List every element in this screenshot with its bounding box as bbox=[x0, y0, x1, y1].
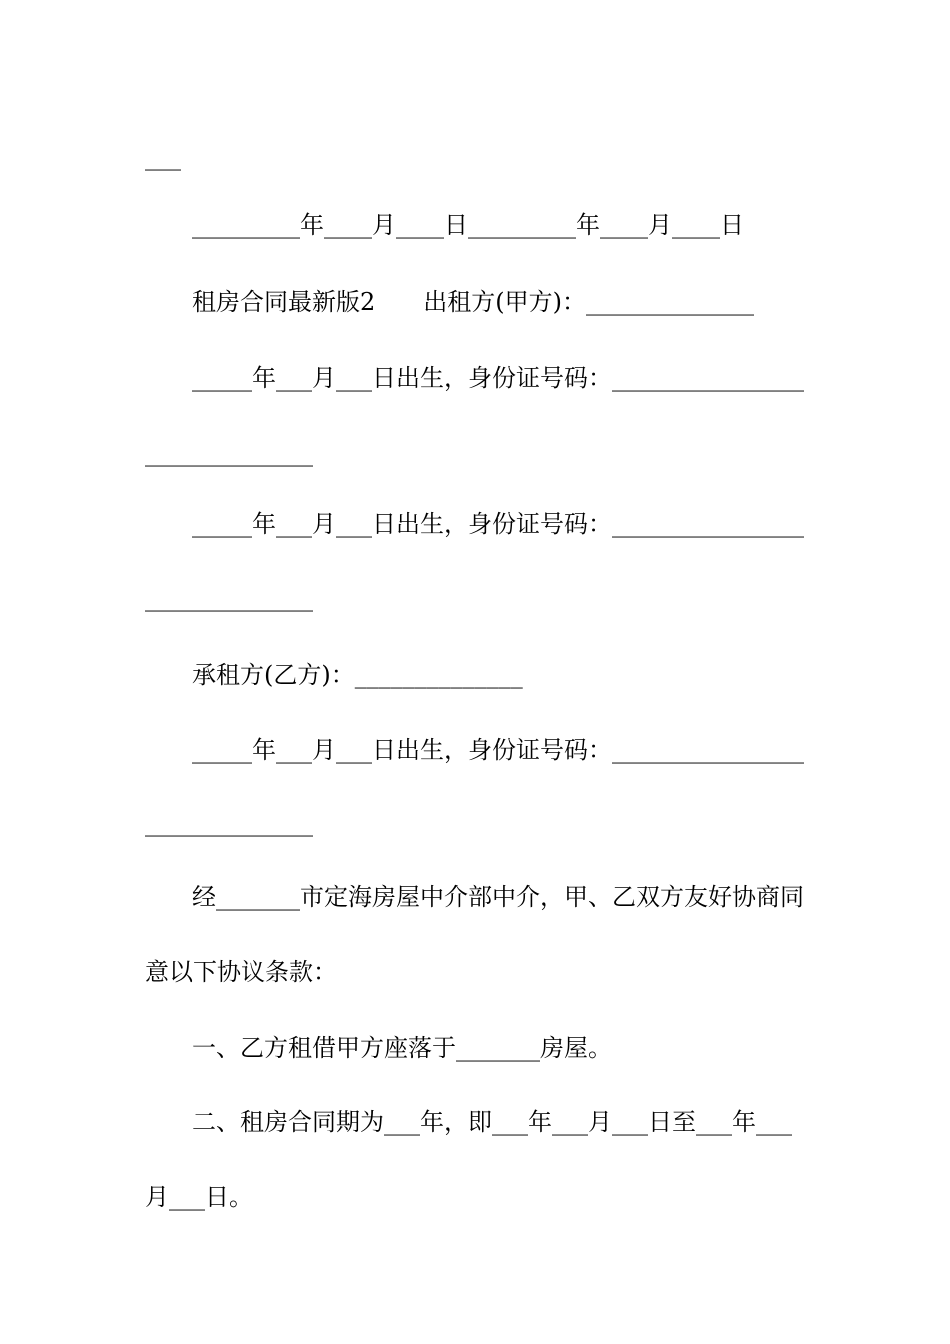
text-line-2: _________年____月____日_________年____月____日 bbox=[192, 211, 744, 239]
text-line-8: 承租方(乙方)：______________ bbox=[192, 661, 523, 689]
text-line-14: 二、租房合同期为___年，即___年___月___日至___年___ bbox=[192, 1108, 792, 1136]
text-line-11: 经_______市定海房屋中介部中介，甲、乙双方友好协商同 bbox=[192, 883, 804, 911]
text-line-15: 月___日。 bbox=[145, 1183, 253, 1211]
text-line-9: _____年___月___日出生，身份证号码：________________ bbox=[192, 736, 804, 764]
text-line-3: 租房合同最新版2 出租方(甲方)：______________ bbox=[192, 288, 754, 316]
text-line-12: 意以下协议条款： bbox=[145, 958, 337, 986]
text-line-6: _____年___月___日出生，身份证号码：________________ bbox=[192, 510, 804, 538]
text-line-10: ______________ bbox=[145, 809, 313, 837]
text-line-4: _____年___月___日出生，身份证号码：________________ bbox=[192, 364, 804, 392]
text-line-1: ___ bbox=[145, 143, 181, 171]
text-line-13: 一、乙方租借甲方座落于_______房屋。 bbox=[192, 1034, 612, 1062]
text-line-7: ______________ bbox=[145, 584, 313, 612]
text-line-5: ______________ bbox=[145, 439, 313, 467]
